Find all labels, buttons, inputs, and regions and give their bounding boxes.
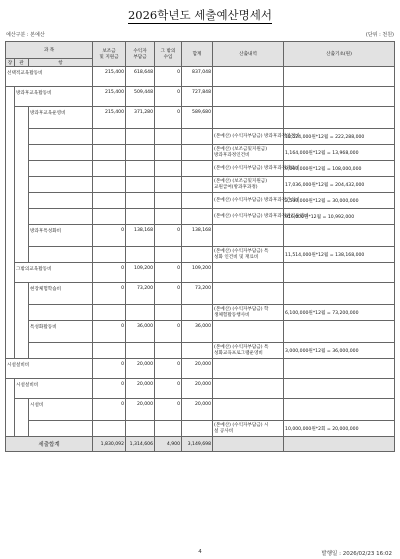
indent-cell: [6, 87, 15, 107]
row-beneficiary: 73,200: [126, 283, 155, 305]
detail-line: (본예산) (수익자부담금) 방과후과정재료비: [214, 165, 300, 171]
table-row: [6, 343, 395, 359]
row-amount-empty: [182, 145, 213, 161]
row-detail: [213, 247, 284, 263]
row-amount-empty: [93, 209, 126, 225]
row-total: 36,000: [182, 321, 213, 343]
row-other: 0: [155, 359, 182, 379]
row-basis-empty: [284, 67, 395, 87]
row-amount-empty: [93, 193, 126, 209]
row-amount-empty: [182, 177, 213, 193]
indent-cell: [6, 421, 15, 437]
total-beneficiary: 1,314,606: [126, 437, 155, 452]
row-amount-empty: [155, 209, 182, 225]
row-hang-empty: [29, 305, 93, 321]
indent-cell: [15, 343, 29, 359]
row-other: 0: [155, 225, 182, 247]
header-basis: 산출기초(원): [284, 42, 395, 67]
detail-line: (본예산) (보조금및지원금): [214, 178, 268, 184]
table-row: [6, 263, 395, 283]
indent-cell: [15, 145, 29, 161]
page-number: 4: [198, 549, 202, 555]
budget-type: 예산구분 : 본예산: [6, 32, 45, 38]
row-other: 0: [155, 107, 182, 129]
total-basis-empty: [284, 437, 395, 452]
row-amount-empty: [182, 161, 213, 177]
table-row: [6, 161, 395, 177]
table-row: [6, 359, 395, 379]
row-hang-empty: [29, 343, 93, 359]
row-amount-empty: [182, 129, 213, 145]
row-detail: [213, 421, 284, 437]
detail-line: (본예산) (수익자부담금) 방과후과정간식비: [214, 197, 300, 203]
table-row: [6, 305, 395, 321]
indent-cell: [15, 209, 29, 225]
indent-cell: [6, 129, 15, 145]
row-basis-empty: [284, 321, 395, 343]
header-subsidy: 보조금 및 지원금: [93, 42, 126, 67]
indent-cell: [6, 283, 15, 305]
row-total: 138,168: [182, 225, 213, 247]
row-amount-empty: [155, 193, 182, 209]
row-detail: [213, 161, 300, 177]
table-row: [6, 129, 395, 145]
row-hang-empty: [29, 129, 93, 145]
row-amount-empty: [182, 209, 213, 225]
table-row: [6, 421, 395, 437]
row-detail-empty: [213, 87, 284, 107]
indent-cell: [15, 193, 29, 209]
indent-cell: [6, 225, 15, 247]
table-row: [6, 177, 395, 193]
row-name: 시설비: [29, 399, 93, 421]
row-amount-empty: [155, 145, 182, 161]
row-amount-empty: [126, 129, 155, 145]
table-row: [6, 225, 395, 247]
indent-cell: [6, 399, 15, 421]
row-amount-empty: [126, 209, 155, 225]
indent-cell: [6, 247, 15, 263]
expenditure-table: [5, 41, 395, 452]
row-hang-empty: [29, 209, 93, 225]
row-subsidy: 215,400: [93, 87, 126, 107]
row-beneficiary: 36,000: [126, 321, 155, 343]
total-label: 세출합계: [6, 437, 93, 452]
row-name: 방과후특성화비: [29, 225, 93, 247]
row-amount-empty: [93, 421, 126, 437]
total-row: [6, 437, 395, 452]
row-basis: 9,000,000원*12월 = 108,000,000: [284, 161, 395, 177]
row-detail: [213, 343, 284, 359]
header-gwan: 관: [15, 59, 29, 67]
row-amount-empty: [155, 247, 182, 263]
row-total: 73,200: [182, 283, 213, 305]
row-amount-empty: [182, 193, 213, 209]
row-detail-empty: [213, 107, 284, 129]
table-row: [6, 321, 395, 343]
row-total: 589,680: [182, 107, 213, 129]
table-row: [6, 87, 395, 107]
row-other: 0: [155, 379, 182, 399]
indent-cell: [6, 145, 15, 161]
table-row: [6, 399, 395, 421]
row-total: 20,000: [182, 399, 213, 421]
row-basis-empty: [284, 399, 395, 421]
row-total: 20,000: [182, 359, 213, 379]
row-basis: 2,500,000원*12월 = 30,000,000: [284, 193, 395, 209]
indent-cell: [6, 305, 15, 321]
row-basis: 916,000원*12월 = 10,992,000: [284, 209, 395, 225]
detail-line: 설 공사비: [214, 428, 234, 434]
row-amount-empty: [182, 247, 213, 263]
detail-line: 방과후과정인건비: [214, 152, 250, 158]
row-detail-empty: [213, 359, 284, 379]
row-amount-empty: [155, 161, 182, 177]
row-detail: [213, 193, 300, 209]
indent-cell: [6, 193, 15, 209]
detail-line: 성화교육프로그램운영비: [214, 350, 263, 356]
table-row: [6, 107, 395, 129]
row-basis: 11,514,000원*12월 = 138,168,000: [284, 247, 395, 263]
row-amount-empty: [93, 145, 126, 161]
detail-line: 성화 인건비 및 재료비: [214, 254, 259, 260]
indent-cell: [15, 247, 29, 263]
row-amount-empty: [182, 305, 213, 321]
row-name: 선택적교육활동비: [6, 67, 93, 87]
row-subsidy: 0: [93, 225, 126, 247]
row-amount-empty: [126, 145, 155, 161]
row-amount-empty: [155, 421, 182, 437]
row-total: 109,200: [182, 263, 213, 283]
detail-line: (본예산) (수익자부담금) 특: [214, 344, 269, 350]
header-detail: 산출내역: [213, 42, 284, 67]
row-amount-empty: [155, 305, 182, 321]
header-category: 과 목: [6, 42, 93, 59]
row-basis-empty: [284, 107, 395, 129]
row-name: 특성화활동비: [29, 321, 93, 343]
row-hang-empty: [29, 247, 93, 263]
total-other: 4,900: [155, 437, 182, 452]
indent-cell: [15, 321, 29, 343]
row-amount-empty: [126, 305, 155, 321]
row-beneficiary: 509,448: [126, 87, 155, 107]
row-hang-empty: [29, 145, 93, 161]
row-other: 0: [155, 87, 182, 107]
row-subsidy: 215,400: [93, 107, 126, 129]
row-other: 0: [155, 321, 182, 343]
detail-line: (본예산) (수익자부담금) 시: [214, 422, 269, 428]
row-basis-empty: [284, 225, 395, 247]
row-basis-empty: [284, 379, 395, 399]
total-subsidy: 1,830,092: [93, 437, 126, 452]
row-amount-empty: [126, 421, 155, 437]
indent-cell: [6, 343, 15, 359]
detail-line: (본예산) (수익자부담금) 방과후과정인건비: [214, 133, 300, 139]
row-subsidy: 0: [93, 379, 126, 399]
row-detail-empty: [213, 379, 284, 399]
row-amount-empty: [93, 177, 126, 193]
indent-cell: [6, 321, 15, 343]
header-other: 그 밖의 수입: [155, 42, 182, 67]
indent-cell: [6, 263, 15, 283]
row-basis-empty: [284, 263, 395, 283]
row-name: 시설설비비: [15, 379, 93, 399]
row-beneficiary: 138,168: [126, 225, 155, 247]
row-subsidy: 0: [93, 399, 126, 421]
table-row: [6, 145, 395, 161]
page-title: 2026학년도 세출예산명세서: [127, 8, 272, 22]
indent-cell: [15, 107, 29, 129]
row-beneficiary: 618,648: [126, 67, 155, 87]
row-beneficiary: 109,200: [126, 263, 155, 283]
row-amount-empty: [126, 343, 155, 359]
indent-cell: [15, 283, 29, 305]
row-name: 현장체험학습비: [29, 283, 93, 305]
indent-cell: [15, 305, 29, 321]
row-basis: 17,036,000원*12월 = 204,432,000: [284, 177, 395, 193]
row-subsidy: 0: [93, 263, 126, 283]
row-amount-empty: [155, 343, 182, 359]
header-total: 합계: [182, 42, 213, 67]
row-amount-empty: [155, 129, 182, 145]
row-amount-empty: [155, 177, 182, 193]
detail-line: (본예산) (수익자부담금) 특: [214, 248, 269, 254]
indent-cell: [15, 399, 29, 421]
row-detail-empty: [213, 399, 284, 421]
row-hang-empty: [29, 177, 93, 193]
row-basis: 18,524,000원*12월 = 222,288,000: [284, 129, 395, 145]
row-total: 20,000: [182, 379, 213, 399]
row-amount-empty: [182, 421, 213, 437]
row-other: 0: [155, 283, 182, 305]
row-subsidy: 0: [93, 359, 126, 379]
row-detail-empty: [213, 67, 284, 87]
table-row: [6, 283, 395, 305]
indent-cell: [6, 209, 15, 225]
row-detail: [213, 305, 284, 321]
row-name: 방과후교육활동비: [15, 87, 93, 107]
row-beneficiary: 20,000: [126, 399, 155, 421]
row-subsidy: 0: [93, 283, 126, 305]
table-row: [6, 67, 395, 87]
table-row: [6, 193, 395, 209]
row-name: 시설설비비: [6, 359, 93, 379]
row-name: 방과후교육운영비: [29, 107, 93, 129]
indent-cell: [15, 161, 29, 177]
indent-cell: [6, 379, 15, 399]
row-amount-empty: [93, 129, 126, 145]
table-row: [6, 247, 395, 263]
row-amount-empty: [93, 247, 126, 263]
row-hang-empty: [29, 421, 93, 437]
row-amount-empty: [126, 177, 155, 193]
row-hang-empty: [29, 161, 93, 177]
print-date: 발행일 : 2026/02/23 16:02: [321, 551, 392, 557]
row-detail-empty: [213, 321, 284, 343]
table-row: [6, 209, 395, 225]
row-amount-empty: [126, 161, 155, 177]
row-beneficiary: 20,000: [126, 379, 155, 399]
row-detail: [213, 209, 309, 225]
header-beneficiary: 수익자 부담금: [126, 42, 155, 67]
row-detail: [213, 177, 284, 193]
row-basis-empty: [284, 283, 395, 305]
indent-cell: [15, 129, 29, 145]
detail-line: (본예산) (보조금및지원금): [214, 146, 268, 152]
row-name: 그밖의교육활동비: [15, 263, 93, 283]
row-detail-empty: [213, 283, 284, 305]
row-amount-empty: [182, 343, 213, 359]
row-beneficiary: 371,280: [126, 107, 155, 129]
row-subsidy: 0: [93, 321, 126, 343]
row-other: 0: [155, 399, 182, 421]
row-basis: 3,000,000원*12월 = 36,000,000: [284, 343, 395, 359]
table-row: [6, 379, 395, 399]
row-amount-empty: [93, 161, 126, 177]
detail-line: (본예산) (수익자부담금) 학: [214, 306, 269, 312]
row-other: 0: [155, 67, 182, 87]
row-amount-empty: [126, 247, 155, 263]
indent-cell: [15, 421, 29, 437]
row-basis: 1,164,000원*12월 = 13,968,000: [284, 145, 395, 161]
indent-cell: [6, 177, 15, 193]
total-detail-empty: [213, 437, 284, 452]
row-basis: 10,000,000원*2회 = 20,000,000: [284, 421, 395, 437]
row-hang-empty: [29, 193, 93, 209]
row-detail-empty: [213, 263, 284, 283]
row-amount-empty: [93, 305, 126, 321]
header-jang: 장: [6, 59, 15, 67]
header-hang: 항: [29, 59, 93, 67]
row-total: 837,048: [182, 67, 213, 87]
row-beneficiary: 20,000: [126, 359, 155, 379]
indent-cell: [6, 107, 15, 129]
detail-line: 생체험활동행사비: [214, 312, 250, 318]
detail-line: (본예산) (수익자부담금) 방과후과정관리운영비: [214, 213, 309, 219]
indent-cell: [15, 177, 29, 193]
indent-cell: [6, 161, 15, 177]
unit-label: (단위 : 천원): [365, 32, 394, 38]
detail-line: 교원급여(방과후과정): [214, 184, 258, 190]
row-detail: [213, 129, 300, 145]
row-basis: 6,100,000원*12월 = 73,200,000: [284, 305, 395, 321]
row-detail: [213, 145, 284, 161]
total-total: 3,149,698: [182, 437, 213, 452]
indent-cell: [15, 225, 29, 247]
row-other: 0: [155, 263, 182, 283]
row-basis-empty: [284, 87, 395, 107]
row-amount-empty: [93, 343, 126, 359]
row-basis-empty: [284, 359, 395, 379]
row-subsidy: 215,400: [93, 67, 126, 87]
row-total: 727,848: [182, 87, 213, 107]
row-detail-empty: [213, 225, 284, 247]
row-amount-empty: [126, 193, 155, 209]
